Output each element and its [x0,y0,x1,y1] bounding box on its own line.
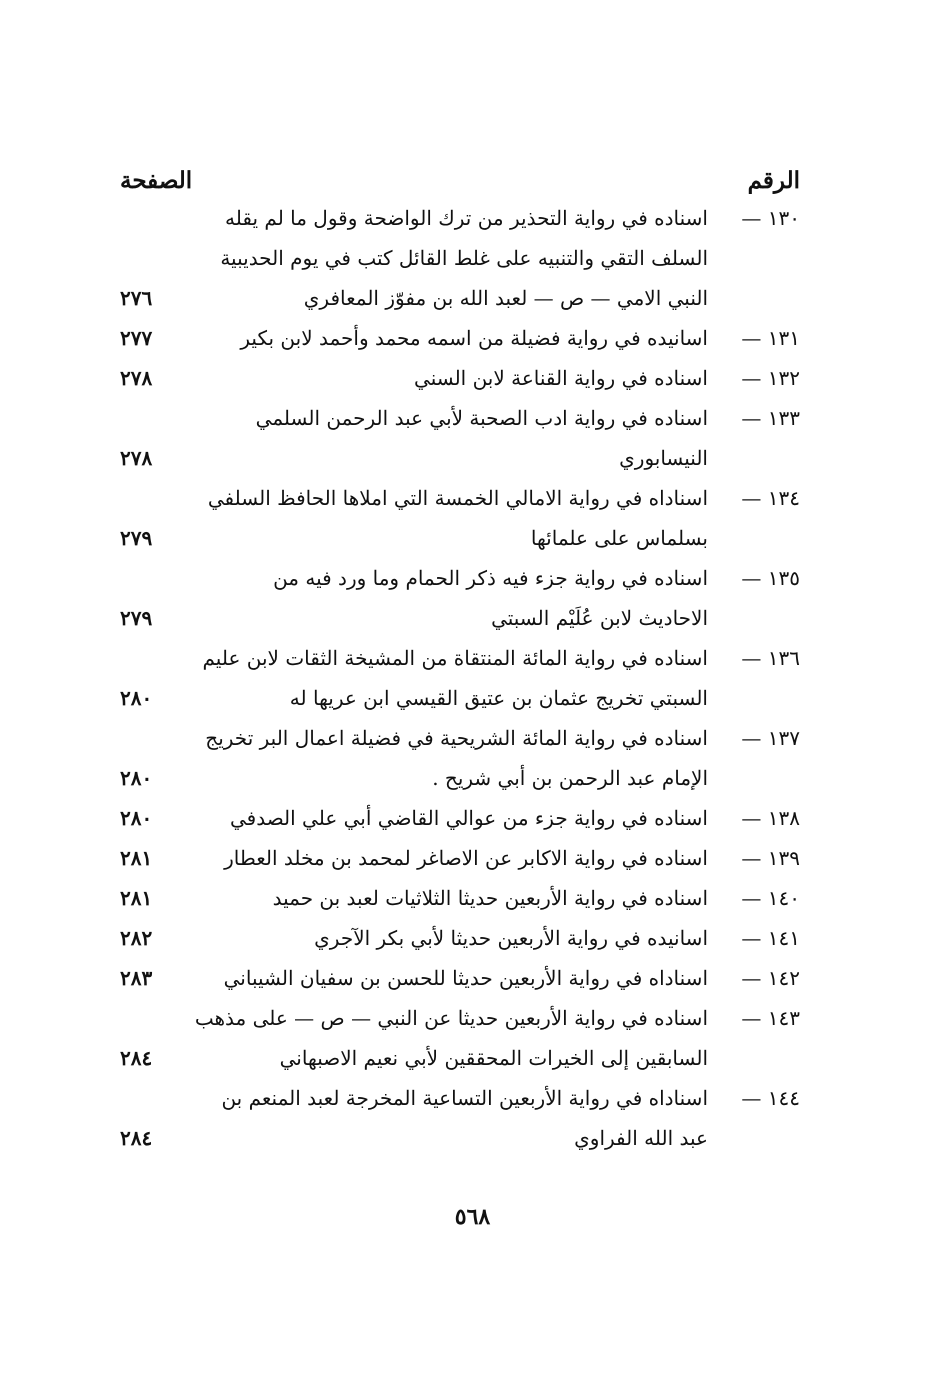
index-entry [120,798,800,838]
entry-number: ١٣٠ — [741,206,800,230]
entry-page-number: ٢٨٠ [120,806,153,830]
entry-title-line: السبتي تخريج عثمان بن عتيق القيسي ابن عريها له [289,686,708,710]
index-entry [120,358,800,398]
entry-number: ١٣٧ — [741,726,800,750]
entry-title [210,358,708,398]
index-entry [120,998,800,1078]
index-page [120,150,800,1158]
entry-page-number: ٢٧٨ [120,366,153,390]
index-entry [120,918,800,958]
entry-number: ١٤٢ — [741,966,800,990]
entry-title-line: السلف التقي والتنبيه على غلط القائل كتب في يوم الحديبية [220,246,708,270]
entry-title [210,198,708,318]
entry-title-line: اسانيده في رواية الأربعين حديثا لأبي بكر الآجري [314,926,708,950]
page-number: ٥٦٨ [454,1204,491,1230]
entry-number: ١٤٣ — [741,1006,800,1030]
entry-title-line: اسناده في رواية جزء من عوالي القاضي أبي علي الصدفي [229,806,708,830]
index-entry [120,478,800,558]
entry-title [210,918,708,958]
entry-title-line: اسناده في رواية الأربعين حديثا عن النبي — ص — على مذهب [194,1006,708,1030]
entry-page-number: ٢٨٣ [120,966,153,990]
entry-title [207,478,708,558]
index-entry [120,638,800,718]
entry-number: ١٣٩ — [741,846,800,870]
entry-title [210,958,708,998]
entry-title-line: اسناده في رواية جزء فيه ذكر الحمام وما ورد فيه من [273,566,708,590]
entry-title [210,558,708,638]
entry-title-line: الاحاديث لابن عُلَيْم السبتي [491,606,708,630]
entry-title-line: اسناده في رواية التحذير من ترك الواضحة وقول ما لم يقله [225,206,708,230]
entry-page-number: ٢٨٠ [120,766,153,790]
entry-page-number: ٢٧٧ [120,326,153,350]
entry-number: ١٣٨ — [741,806,800,830]
entry-title [210,838,708,878]
entry-number: ١٣٥ — [741,566,800,590]
entry-number: ١٣٦ — [741,646,800,670]
entry-page-number: ٢٨٢ [120,926,153,950]
entry-number: ١٣٢ — [741,366,800,390]
entry-title-line: اسناده في رواية الاكابر عن الاصاغر لمحمد بن مخلد العطار [224,846,708,870]
index-entry [120,878,800,918]
entry-number: ١٤٤ — [741,1086,800,1110]
entry-number: ١٣٣ — [741,406,800,430]
entry-title-line: بسلماس على علمائها [530,526,708,550]
entry-title [210,398,708,478]
entry-title-line: اسانيده في رواية فضيلة من اسمه محمد وأحمد لابن بكير [240,326,708,350]
entry-number: ١٤١ — [741,926,800,950]
page-column-label: الصفحة [120,167,193,194]
entry-title-line: السابقين إلى الخيرات المحققين لأبي نعيم الاصبهاني [279,1046,708,1070]
entry-title-line: اسناده في رواية القناعة لابن السني [414,366,708,390]
entry-title-line: الإمام عبد الرحمن بن أبي شريح . [432,766,708,790]
entry-number: ١٣٤ — [741,486,800,510]
entry-title-line: اسناده في رواية ادب الصحبة لأبي عبد الرحمن السلمي [255,406,708,430]
entry-page-number: ٢٧٩ [120,526,153,550]
entry-page-number: ٢٧٨ [120,446,153,470]
index-entry [120,718,800,798]
index-entry [120,958,800,998]
entry-title [210,318,708,358]
entry-page-number: ٢٨٠ [120,686,153,710]
entry-title-line: اسناده في رواية المائة الشريحية في فضيلة اعمال البر تخريج [205,726,708,750]
entry-title-line: اسناداه في رواية الامالي الخمسة التي املاها الحافظ السلفي [207,486,708,510]
entry-page-number: ٢٨٤ [120,1046,153,1070]
index-entry [120,198,800,318]
index-entry [120,558,800,638]
entry-title [205,718,708,798]
entry-title [202,638,708,718]
number-column-label: الرقم [747,167,800,194]
entry-title [210,878,708,918]
index-entry [120,1078,800,1158]
column-header [120,150,800,194]
entry-title-line: اسناداه في رواية الأربعين التساعية المخرجة لعبد المنعم بن [221,1086,708,1110]
entry-title-line: اسناده في رواية الأربعين حديثا الثلاثيات لعبد بن حميد [272,886,708,910]
entry-title-line: اسناداه في رواية الأربعين حديثا للحسن بن سفيان الشيباني [223,966,708,990]
entry-page-number: ٢٨١ [120,846,153,870]
entry-title [194,998,708,1078]
index-entry [120,398,800,478]
entry-page-number: ٢٧٦ [120,286,153,310]
entry-title [210,798,708,838]
entry-page-number: ٢٧٩ [120,606,153,630]
entry-title-line: عبد الله الفراوي [574,1126,708,1150]
entry-number: ١٣١ — [741,326,800,350]
entry-title-line: النبي الامي — ص — لعبد الله بن مفوّز المعافري [303,286,708,310]
entry-page-number: ٢٨١ [120,886,153,910]
index-entry [120,838,800,878]
index-entries [120,198,800,1158]
entry-title-line: النيسابوري [619,446,708,470]
entry-number: ١٤٠ — [741,886,800,910]
index-entry [120,318,800,358]
entry-title [210,1078,708,1158]
entry-title-line: اسناده في رواية المائة المنتقاة من المشيخة الثقات لابن عليم [202,646,708,670]
entry-page-number: ٢٨٤ [120,1126,153,1150]
